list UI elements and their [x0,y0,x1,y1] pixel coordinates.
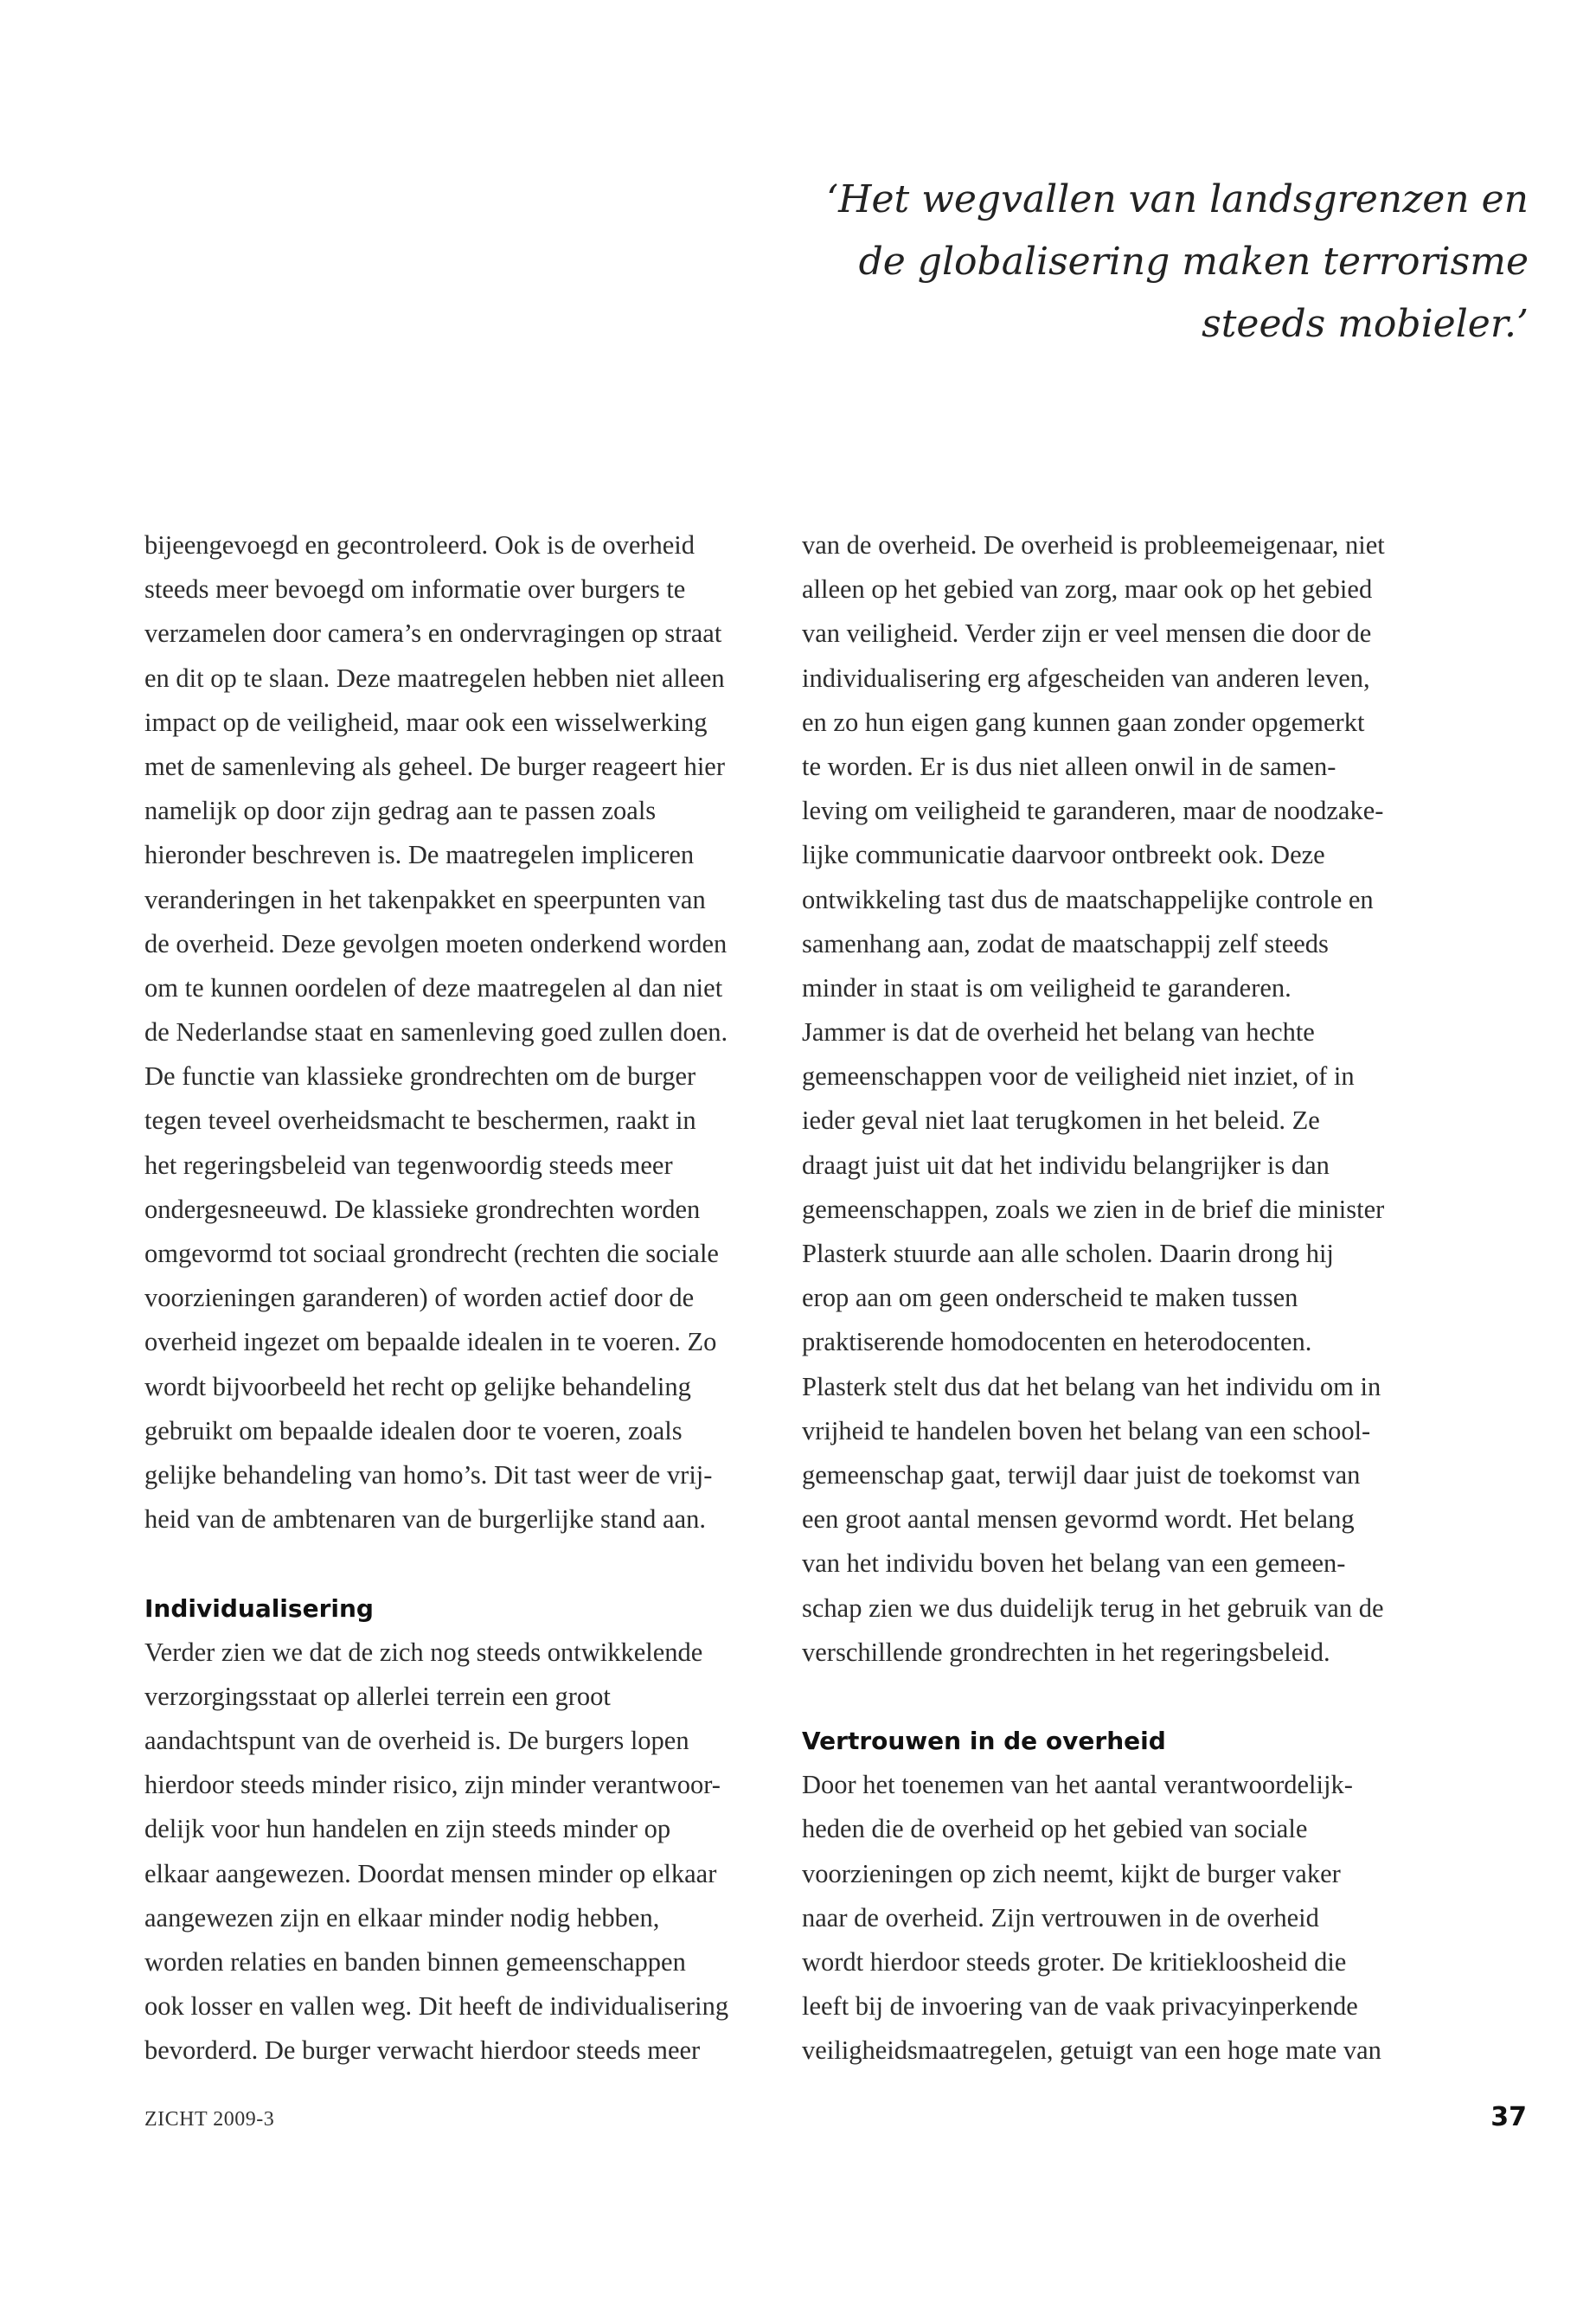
text-line: van veiligheid. Verder zijn er veel mensen die door de [802,619,1372,649]
text-line: gebruikt om bepaalde idealen door te voeren, zoals [144,1415,683,1445]
quote-line: de globalisering maken terrorisme [858,240,1529,284]
text-line: veiligheidsmaatregelen, getuigt van een hoge mate van [802,2035,1381,2066]
text-line: en zo hun eigen gang kunnen gaan zonder opgemerkt [802,707,1365,737]
text-line: erop aan om geen onderscheid te maken tussen [802,1283,1298,1313]
text-line: met de samenleving als geheel. De burger reageert hier [144,751,725,781]
text-line: de Nederlandse staat en samenleving goed zullen doen. [144,1017,728,1048]
quote-line: ‘Het wegvallen van landsgrenzen en [826,177,1529,221]
paragraph-gap [802,1675,1433,1719]
text-line: impact op de veiligheid, maar ook een wisselwerking [144,707,708,737]
text-line: Plasterk stuurde aan alle scholen. Daarin drong hij [802,1239,1334,1268]
text-line: verschillende grondrechten in het regeringsbeleid. [802,1637,1330,1667]
text-line: leving om veiligheid te garanderen, maar de noodzake- [802,796,1384,826]
text-line: veranderingen in het takenpakket en speerpunten van [144,884,706,914]
text-line: wordt hierdoor steeds groter. De kritiekloosheid die [802,1947,1347,1977]
text-line: steeds meer bevoegd om informatie over burgers te [144,574,686,605]
text-line: praktiserende homodocenten en heterodocenten. [802,1327,1312,1357]
text-line: samenhang aan, zodat de maatschappij zelf steeds [802,928,1329,958]
text-line: Jammer is dat de overheid het belang van hechte [802,1017,1315,1048]
text-line: hieronder beschreven is. De maatregelen impliceren [144,840,695,870]
text-line: om te kunnen oordelen of deze maatregelen al dan niet [144,972,723,1003]
section-heading-individualisering: Individualisering [144,1593,374,1623]
text-line: voorzieningen op zich neemt, kijkt de burger vaker [802,1858,1341,1888]
text-line: lijke communicatie daarvoor ontbreekt ook. Deze [802,840,1325,870]
text-line: Verder zien we dat de zich nog steeds ontwikkelende [144,1637,703,1667]
text-line: gemeenschap gaat, terwijl daar juist de toekomst van [802,1459,1361,1490]
text-line: ondergesneeuwd. De klassieke grondrechten worden [144,1194,701,1224]
text-line: Plasterk stelt dus dat het belang van het individu om in [802,1371,1381,1401]
text-line: van de overheid. De overheid is probleemeigenaar, niet [802,530,1385,560]
text-line: tegen teveel overheidsmacht te beschermen, raakt in [144,1106,696,1136]
text-line: schap zien we dus duidelijk terug in het gebruik van de [802,1593,1384,1623]
text-line: de overheid. Deze gevolgen moeten onderkend worden [144,928,727,958]
text-line: verzorgingsstaat op allerlei terrein een groot [144,1681,611,1711]
text-line: delijk voor hun handelen en zijn steeds minder op [144,1814,671,1844]
text-line: draagt juist uit dat het individu belangrijker is dan [802,1150,1330,1180]
body-paragraph [802,523,1433,1675]
text-line: individualisering erg afgescheiden van anderen leven, [802,663,1370,693]
text-line: bijeengevoegd en gecontroleerd. Ook is de overheid [144,530,695,560]
text-line: leeft bij de invoering van de vaak privacyinperkende [802,1991,1358,2022]
text-line: ieder geval niet laat terugkomen in het beleid. Ze [802,1106,1320,1136]
text-line: vrijheid te handelen boven het belang van een school- [802,1415,1371,1445]
text-line: omgevormd tot sociaal grondrecht (rechten die sociale [144,1239,719,1268]
section-heading-vertrouwen: Vertrouwen in de overheid [802,1727,1166,1756]
text-line: De functie van klassieke grondrechten om de burger [144,1061,696,1092]
page-number: 37 [1490,2102,1527,2132]
text-line: aandachtspunt van de overheid is. De burgers lopen [144,1726,689,1756]
paragraph-gap [144,1541,767,1586]
pull-quote [750,169,1529,356]
text-line: namelijk op door zijn gedrag aan te passen zoals [144,796,657,826]
text-line: worden relaties en banden binnen gemeenschappen [144,1947,686,1977]
text-line: ook losser en vallen weg. Dit heeft de individualisering [144,1991,729,2022]
text-line: gemeenschappen, zoals we zien in de brief die minister [802,1194,1385,1224]
body-paragraph [144,1631,767,2073]
text-line: naar de overheid. Zijn vertrouwen in de overheid [802,1902,1319,1932]
text-line: heden die de overheid op het gebied van sociale [802,1814,1308,1844]
right-column [802,523,1433,2073]
text-line: te worden. Er is dus niet alleen onwil in de samen- [802,751,1336,781]
text-line: gemeenschappen voor de veiligheid niet inziet, of in [802,1061,1355,1092]
footer-publication: ZICHT 2009-3 [144,2108,275,2131]
text-line: en dit op te slaan. Deze maatregelen hebben niet alleen [144,663,725,693]
text-line: voorzieningen garanderen) of worden actief door de [144,1283,695,1313]
text-line: aangewezen zijn en elkaar minder nodig hebben, [144,1902,660,1932]
left-column [144,523,767,2073]
text-line: hierdoor steeds minder risico, zijn minder verantwoor- [144,1770,721,1800]
text-line: elkaar aangewezen. Doordat mensen minder op elkaar [144,1858,717,1888]
text-line: wordt bijvoorbeeld het recht op gelijke behandeling [144,1371,691,1401]
text-line: van het individu boven het belang van een gemeen- [802,1548,1346,1579]
text-line: ontwikkeling tast dus de maatschappelijke controle en [802,884,1374,914]
text-line: alleen op het gebied van zorg, maar ook op het gebied [802,574,1373,605]
text-line: Door het toenemen van het aantal verantwoordelijk- [802,1770,1353,1800]
text-line: heid van de ambtenaren van de burgerlijke stand aan. [144,1504,707,1535]
body-paragraph [144,523,767,1541]
text-line: een groot aantal mensen gevormd wordt. Het belang [802,1504,1355,1535]
text-line: minder in staat is om veiligheid te garanderen. [802,972,1292,1003]
text-line: overheid ingezet om bepaalde idealen in te voeren. Zo [144,1327,717,1357]
quote-line: steeds mobieler.’ [1202,302,1529,346]
text-line: verzamelen door camera’s en ondervragingen op straat [144,619,722,649]
body-paragraph [802,1763,1433,2073]
text-line: het regeringsbeleid van tegenwoordig steeds meer [144,1150,673,1180]
text-line: gelijke behandeling van homo’s. Dit tast weer de vrij- [144,1459,713,1490]
text-line: bevorderd. De burger verwacht hierdoor steeds meer [144,2035,701,2066]
